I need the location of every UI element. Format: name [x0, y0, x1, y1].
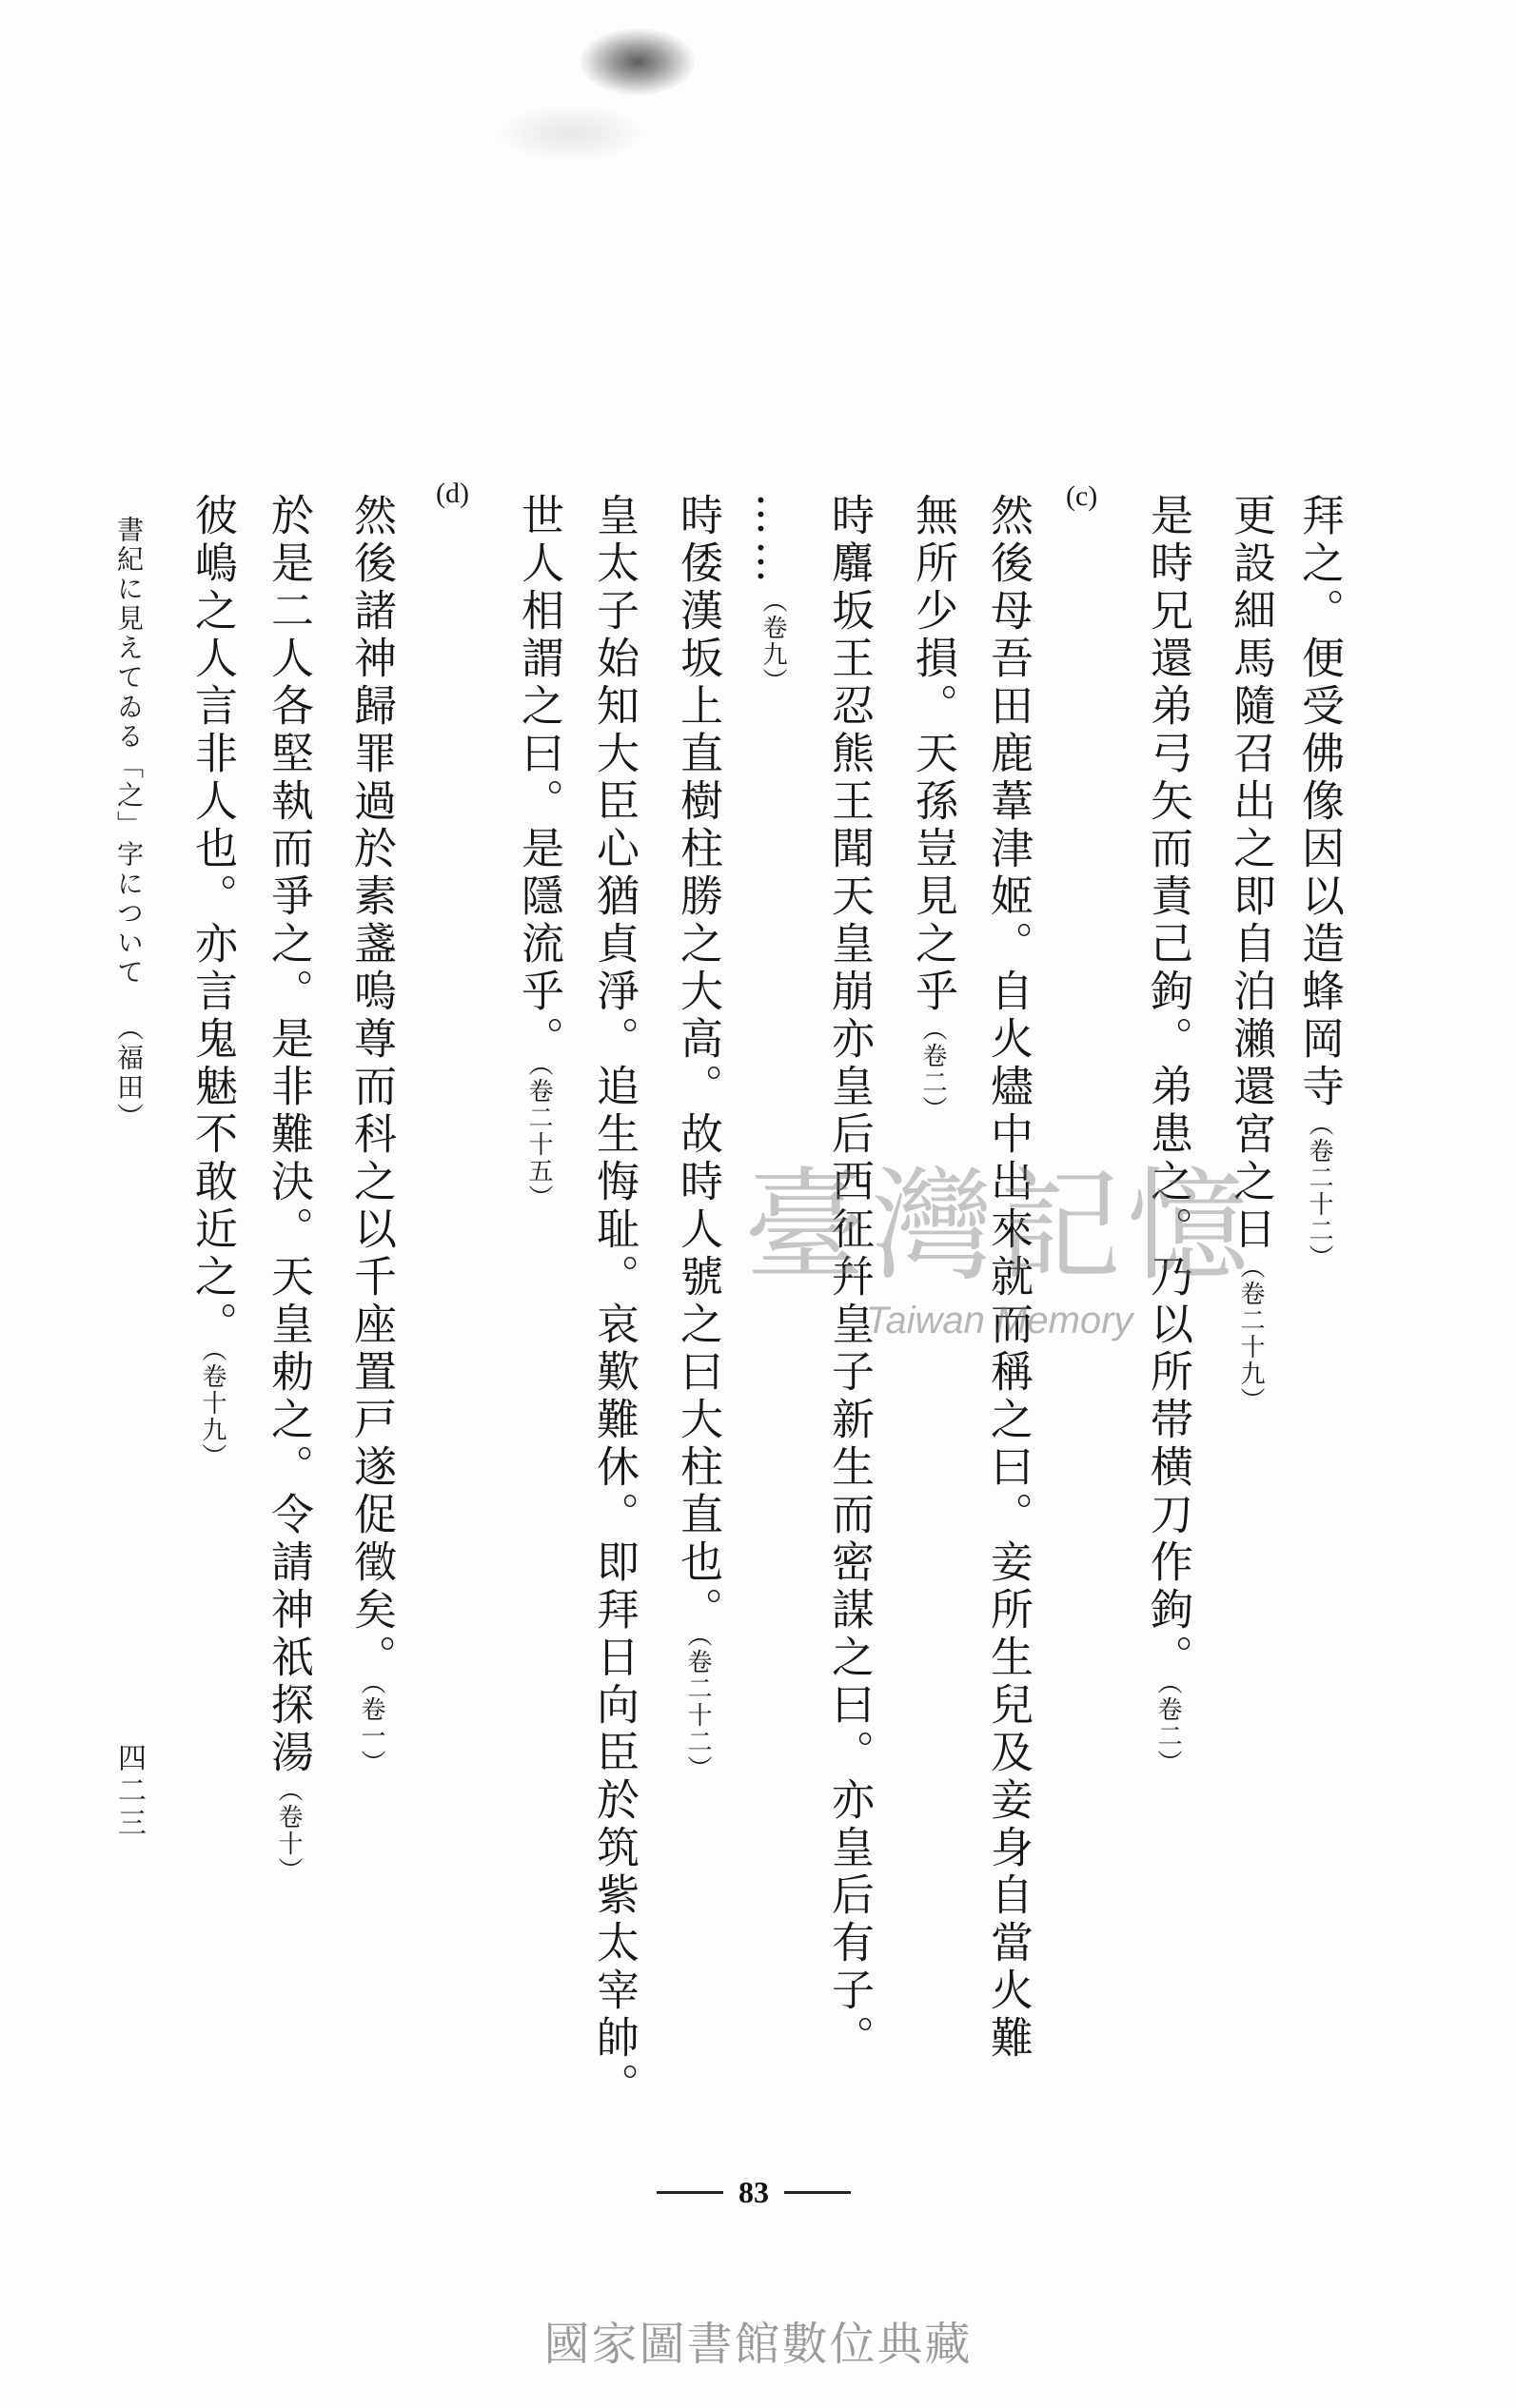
text-column-10 — [510, 493, 567, 1211]
section-label-c: (c) — [1066, 480, 1098, 512]
logo-chinese-text: 臺灣記憶 — [743, 1156, 1254, 1298]
text-column-5 — [904, 493, 961, 1123]
volume-note: （卷二十二） — [683, 1635, 712, 1782]
text-column-1 — [1290, 493, 1348, 1271]
volume-note: （卷二十九） — [1236, 1254, 1265, 1414]
volume-note: （卷十） — [274, 1777, 303, 1884]
running-header-author: （福田） — [113, 1014, 145, 1132]
volume-note: （卷十九） — [198, 1349, 226, 1470]
text-column-9 — [585, 493, 642, 2110]
ink-blot — [581, 29, 695, 95]
volume-note: （卷二） — [1153, 1682, 1182, 1776]
column-text: 更設細馬隨召出之即自泊瀨還宮之日 — [1226, 493, 1276, 1254]
ink-smudge — [495, 105, 647, 162]
logo-english-text: Taiwan Memory — [865, 1300, 1133, 1341]
column-text: 皇太子始知大臣心猶貞淨。追生悔耻。哀歎難休。即拜日向臣於筑紫太宰帥。 — [589, 493, 640, 2110]
volume-note: （卷二十五） — [524, 1064, 553, 1211]
column-text: 拜之。便受佛像因以造蜂岡寺 — [1294, 493, 1345, 1111]
running-header — [100, 516, 157, 1132]
running-header-title: 書紀に見えてゐる「之」字について — [113, 516, 145, 988]
page-number-rule-left — [657, 2191, 723, 2194]
text-column-12 — [260, 493, 317, 1884]
column-text: 世人相謂之曰。是隱流乎。 — [514, 493, 564, 1064]
column-text: 彼嶋之人言非人也。亦言鬼魅不敢近之。 — [187, 493, 238, 1349]
text-column-7 — [744, 493, 801, 695]
column-text: 是時兄還弟弓矢而責己鉤。弟患之。乃以所帯横刀作鉤。 — [1143, 493, 1193, 1682]
page-number-rule-right — [784, 2191, 851, 2194]
page-number-kanji: 四二三 — [112, 1743, 146, 1840]
section-label-d: (d) — [436, 478, 469, 509]
text-column-6 — [820, 493, 877, 2063]
footer-watermark: 國家圖書館數位典藏 — [543, 2318, 973, 2371]
volume-note: （卷二） — [918, 1016, 947, 1123]
column-text: 時麛坂王忍熊王聞天皇崩亦皇后西征幷皇子新生而密謀之曰。亦皇后有子。 — [824, 493, 875, 2063]
column-text: 於是二人各堅執而爭之。是非難決。天皇勅之。令請神祇探湯 — [264, 493, 314, 1777]
text-column-4 — [979, 493, 1036, 2063]
volume-note: （卷二十二） — [1305, 1111, 1333, 1271]
page-number-value: 83 — [738, 2174, 769, 2209]
column-text: 然後母吾田鹿葦津姬。自火燼中出來就而稱之曰。妾所生兒及妾身自當火難 — [983, 493, 1034, 2063]
column-text: 時倭漢坂上直樹柱勝之大高。故時人號之曰大柱直也。 — [673, 493, 723, 1635]
text-column-2 — [1222, 493, 1279, 1414]
text-column-11 — [343, 493, 400, 1776]
volume-note: （卷一） — [357, 1682, 385, 1776]
text-column-3 — [1139, 493, 1196, 1776]
column-text: …… — [748, 493, 798, 588]
page-number — [563, 2171, 944, 2213]
volume-note: （卷九） — [758, 588, 787, 695]
text-column-13 — [184, 493, 241, 1470]
column-text: 然後諸神歸罪過於素盞嗚尊而科之以千座置戸遂促徵矣。 — [346, 493, 397, 1682]
text-column-8 — [669, 493, 726, 1782]
column-text: 無所少損。天孫豈見之乎 — [908, 493, 958, 1016]
